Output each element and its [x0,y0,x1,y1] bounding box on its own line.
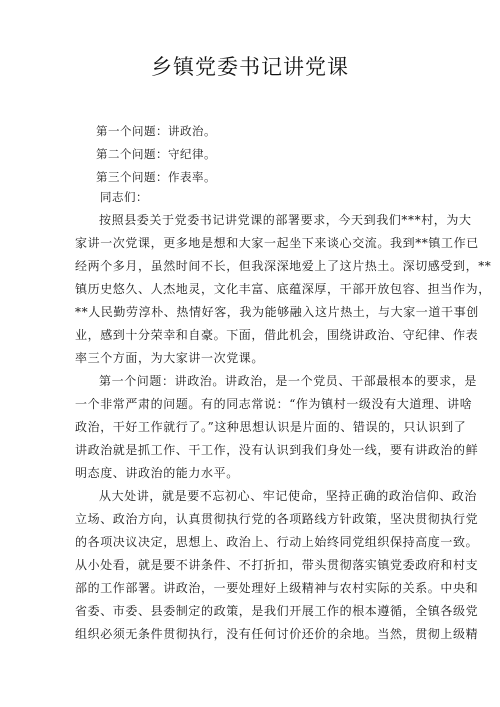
text-line: **人民勤劳淳朴、热情好客，我为能够融入这片热土，与大家一道干事创 [75,305,479,319]
document-title: 乡镇党委书记讲党课 [151,55,349,79]
text-line: 从小处看，就是要不讲条件、不打折扣，带头贯彻落实镇党委政府和村支 [75,558,479,572]
text-line: 率三个方面，为大家讲一次党课。 [75,351,265,365]
text-line: 的各项决议决定，思想上、政治上、行动上始终同党组织保持高度一致。 [75,535,479,549]
question-item: 第一个问题：讲政治。 [96,124,216,138]
text-line: 业，感到十分荣幸和自豪。下面，借此机会，围绕讲政治、守纪律、作表 [75,328,479,342]
text-line: 讲政治就是抓工作、干工作，没有认识到我们身处一线，要有讲政治的鲜 [75,443,479,457]
text-line: 省委、市委、县委制定的政策，是我们开展工作的根本遵循，全镇各级党 [75,604,479,618]
text-line: 一个非常严肃的问题。有的同志常说：“作为镇村一级没有大道理、讲啥 [75,397,473,411]
text-line: 经两个多月，虽然时间不长，但我深深地爱上了这片热土。深切感受到，** [75,259,492,273]
text-line: 部的工作部署。讲政治，一要处理好上级精神与农村实际的关系。中央和 [75,581,479,595]
paragraph [75,485,479,646]
text-line: 组织必须无条件贯彻执行，没有任何讨价还价的余地。当然，贯彻上级精 [75,627,479,641]
text-line: 政治，干好工作就行了。”这种思想认识是片面的、错误的，只认识到了 [75,420,467,434]
question-item: 第二个问题：守纪律。 [96,147,216,161]
text-line: 按照县委关于党委书记讲党课的部署要求，今天到我们***村，为大 [99,213,472,227]
question-list [96,120,216,189]
paragraph [75,370,479,485]
text-line: 镇历史悠久、人杰地灵，文化丰富、底蕴深厚，干部开放包容、担当作为， [75,282,491,296]
paragraph [75,209,492,370]
greeting: 同志们： [100,190,148,204]
text-line: 立场、政治方向，认真贯彻执行党的各项路线方针政策，坚决贯彻执行党 [75,512,479,526]
question-item: 第三个问题：作表率。 [96,170,216,184]
document-body [75,209,492,646]
text-line: 明态度、讲政治的能力水平。 [75,466,239,480]
text-line: 第一个问题：讲政治。讲政治，是一个党员、干部最根本的要求，是 [99,374,478,388]
text-line: 从大处讲，就是要不忘初心、牢记使命，坚持正确的政治信仰、政治 [99,489,478,503]
text-line: 家讲一次党课，更多地是想和大家一起坐下来谈心交流。我到**镇工作已 [75,236,479,250]
